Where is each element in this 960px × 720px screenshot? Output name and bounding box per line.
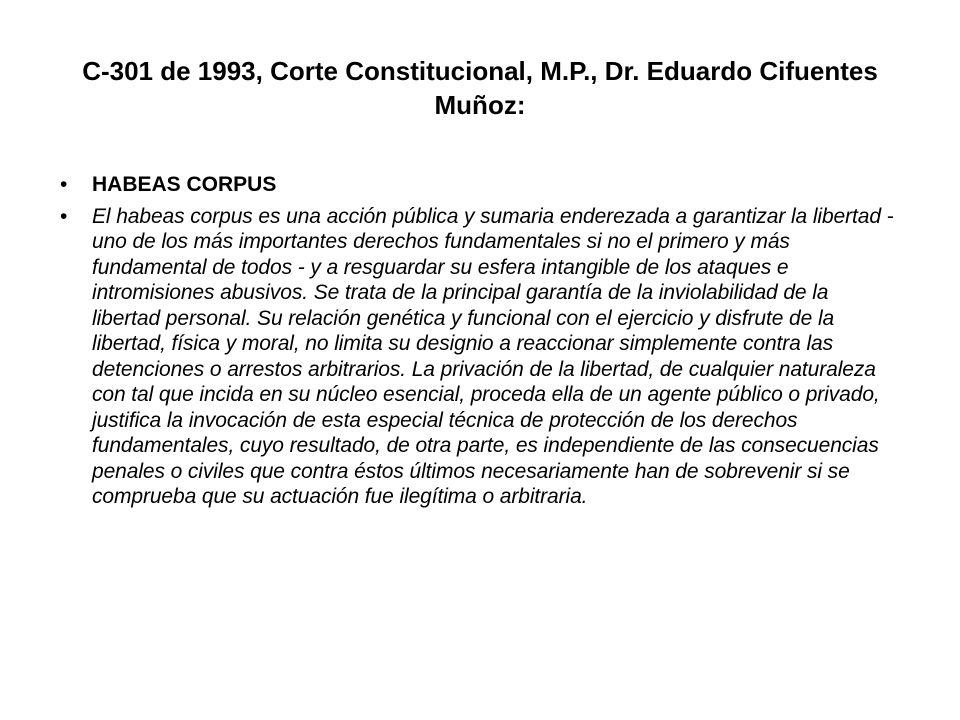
slide-title: C-301 de 1993, Corte Constitucional, M.P., Dr. Eduardo Cifuentes Muñoz:	[82, 56, 878, 120]
bullet-item-body	[58, 204, 898, 510]
bullet-heading-text: HABEAS CORPUS	[92, 173, 277, 196]
bullet-item-heading	[58, 172, 898, 198]
bullet-list	[58, 172, 898, 516]
bullet-icon: •	[60, 204, 68, 228]
bullet-body-text: El habeas corpus es una acción pública y sumaria enderezada a garantizar la libertad - uno de los más importantes derechos fundamentales si no el primero y más fundamental de todos - y a resguardar su esfera intangible de los ataques e intromisiones abusivos. Se trata de la principal garantía de la inviolabilidad de la libertad personal. Su relación genética y funcional con el ejercicio y disfrute de la libertad, física y moral, no limita su designio a reaccionar simplemente contra las detenciones o arrestos arbitrarios. La privación de la libertad, de cualquier naturaleza con tal que incida en su núcleo esencial, proceda ella de un agente público o privado, justifica la invocación de esta especial técnica de protección de los derechos fundamentales, cuyo resultado, de otra parte, es independiente de las consecuencias penales o civiles que contra éstos últimos necesariamente han de sobrevenir si se comprueba que su actuación fue ilegítima o arbitraria.	[92, 204, 894, 508]
bullet-icon: •	[60, 173, 68, 196]
